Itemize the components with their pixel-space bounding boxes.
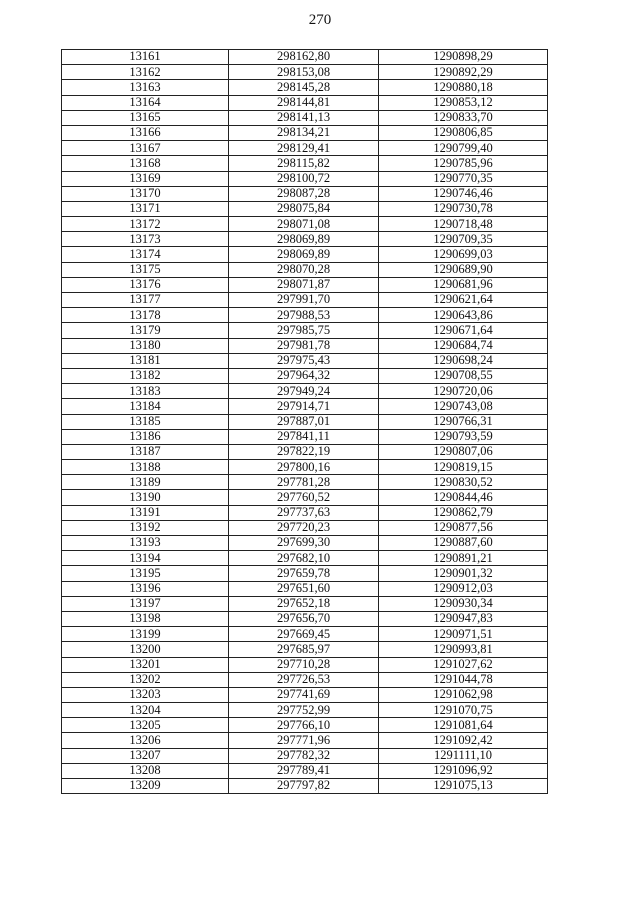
x-coordinate-cell: 297985,75 bbox=[229, 323, 379, 338]
x-coordinate-cell: 297841,11 bbox=[229, 429, 379, 444]
point-number-cell: 13162 bbox=[62, 65, 229, 80]
y-coordinate-cell: 1291070,75 bbox=[379, 703, 548, 718]
table-row bbox=[62, 657, 548, 672]
table-row bbox=[62, 323, 548, 338]
y-coordinate-cell: 1290862,79 bbox=[379, 505, 548, 520]
x-coordinate-cell: 297797,82 bbox=[229, 779, 379, 794]
y-coordinate-cell: 1291044,78 bbox=[379, 672, 548, 687]
table-row bbox=[62, 581, 548, 596]
point-number-cell: 13186 bbox=[62, 429, 229, 444]
table-row bbox=[62, 232, 548, 247]
x-coordinate-cell: 297766,10 bbox=[229, 718, 379, 733]
y-coordinate-cell: 1290891,21 bbox=[379, 551, 548, 566]
table-row bbox=[62, 536, 548, 551]
point-number-cell: 13173 bbox=[62, 232, 229, 247]
point-number-cell: 13185 bbox=[62, 414, 229, 429]
table-row bbox=[62, 763, 548, 778]
x-coordinate-cell: 297800,16 bbox=[229, 460, 379, 475]
x-coordinate-cell: 297741,69 bbox=[229, 687, 379, 702]
point-number-cell: 13199 bbox=[62, 627, 229, 642]
x-coordinate-cell: 298129,41 bbox=[229, 141, 379, 156]
table-row bbox=[62, 247, 548, 262]
x-coordinate-cell: 297685,97 bbox=[229, 642, 379, 657]
table-row bbox=[62, 748, 548, 763]
table-row bbox=[62, 338, 548, 353]
x-coordinate-cell: 297652,18 bbox=[229, 596, 379, 611]
table-row bbox=[62, 551, 548, 566]
x-coordinate-cell: 297659,78 bbox=[229, 566, 379, 581]
table-row bbox=[62, 201, 548, 216]
coordinates-table bbox=[61, 49, 548, 794]
point-number-cell: 13184 bbox=[62, 399, 229, 414]
table-row bbox=[62, 171, 548, 186]
y-coordinate-cell: 1290833,70 bbox=[379, 110, 548, 125]
y-coordinate-cell: 1290785,96 bbox=[379, 156, 548, 171]
y-coordinate-cell: 1291081,64 bbox=[379, 718, 548, 733]
point-number-cell: 13191 bbox=[62, 505, 229, 520]
point-number-cell: 13205 bbox=[62, 718, 229, 733]
table-row bbox=[62, 186, 548, 201]
x-coordinate-cell: 297669,45 bbox=[229, 627, 379, 642]
x-coordinate-cell: 298075,84 bbox=[229, 201, 379, 216]
table-row bbox=[62, 80, 548, 95]
point-number-cell: 13167 bbox=[62, 141, 229, 156]
y-coordinate-cell: 1291096,92 bbox=[379, 763, 548, 778]
point-number-cell: 13208 bbox=[62, 763, 229, 778]
y-coordinate-cell: 1290887,60 bbox=[379, 536, 548, 551]
point-number-cell: 13177 bbox=[62, 293, 229, 308]
table-row bbox=[62, 399, 548, 414]
table-row bbox=[62, 353, 548, 368]
x-coordinate-cell: 297789,41 bbox=[229, 763, 379, 778]
table-row bbox=[62, 384, 548, 399]
table-row bbox=[62, 156, 548, 171]
table-row bbox=[62, 627, 548, 642]
y-coordinate-cell: 1290880,18 bbox=[379, 80, 548, 95]
table-row bbox=[62, 687, 548, 702]
x-coordinate-cell: 298071,87 bbox=[229, 277, 379, 292]
y-coordinate-cell: 1290720,06 bbox=[379, 384, 548, 399]
y-coordinate-cell: 1290793,59 bbox=[379, 429, 548, 444]
table-row bbox=[62, 414, 548, 429]
point-number-cell: 13195 bbox=[62, 566, 229, 581]
point-number-cell: 13201 bbox=[62, 657, 229, 672]
point-number-cell: 13168 bbox=[62, 156, 229, 171]
y-coordinate-cell: 1290877,56 bbox=[379, 520, 548, 535]
y-coordinate-cell: 1290689,90 bbox=[379, 262, 548, 277]
point-number-cell: 13179 bbox=[62, 323, 229, 338]
y-coordinate-cell: 1290709,35 bbox=[379, 232, 548, 247]
y-coordinate-cell: 1290912,03 bbox=[379, 581, 548, 596]
y-coordinate-cell: 1290671,64 bbox=[379, 323, 548, 338]
table-row bbox=[62, 141, 548, 156]
table-row bbox=[62, 596, 548, 611]
point-number-cell: 13175 bbox=[62, 262, 229, 277]
table-row bbox=[62, 50, 548, 65]
x-coordinate-cell: 297964,32 bbox=[229, 368, 379, 383]
y-coordinate-cell: 1290770,35 bbox=[379, 171, 548, 186]
x-coordinate-cell: 298069,89 bbox=[229, 247, 379, 262]
point-number-cell: 13165 bbox=[62, 110, 229, 125]
y-coordinate-cell: 1290684,74 bbox=[379, 338, 548, 353]
y-coordinate-cell: 1290708,55 bbox=[379, 368, 548, 383]
x-coordinate-cell: 297656,70 bbox=[229, 611, 379, 626]
point-number-cell: 13172 bbox=[62, 217, 229, 232]
x-coordinate-cell: 297822,19 bbox=[229, 444, 379, 459]
y-coordinate-cell: 1290830,52 bbox=[379, 475, 548, 490]
table-row bbox=[62, 65, 548, 80]
x-coordinate-cell: 298071,08 bbox=[229, 217, 379, 232]
table-row bbox=[62, 125, 548, 140]
point-number-cell: 13176 bbox=[62, 277, 229, 292]
y-coordinate-cell: 1290819,15 bbox=[379, 460, 548, 475]
x-coordinate-cell: 297760,52 bbox=[229, 490, 379, 505]
x-coordinate-cell: 297737,63 bbox=[229, 505, 379, 520]
x-coordinate-cell: 298144,81 bbox=[229, 95, 379, 110]
table-row bbox=[62, 520, 548, 535]
y-coordinate-cell: 1290993,81 bbox=[379, 642, 548, 657]
point-number-cell: 13193 bbox=[62, 536, 229, 551]
y-coordinate-cell: 1290766,31 bbox=[379, 414, 548, 429]
table-row bbox=[62, 368, 548, 383]
point-number-cell: 13174 bbox=[62, 247, 229, 262]
y-coordinate-cell: 1290947,83 bbox=[379, 611, 548, 626]
table-row bbox=[62, 217, 548, 232]
y-coordinate-cell: 1291027,62 bbox=[379, 657, 548, 672]
point-number-cell: 13202 bbox=[62, 672, 229, 687]
point-number-cell: 13204 bbox=[62, 703, 229, 718]
y-coordinate-cell: 1290806,85 bbox=[379, 125, 548, 140]
point-number-cell: 13163 bbox=[62, 80, 229, 95]
point-number-cell: 13192 bbox=[62, 520, 229, 535]
point-number-cell: 13206 bbox=[62, 733, 229, 748]
table-row bbox=[62, 779, 548, 794]
table-row bbox=[62, 475, 548, 490]
point-number-cell: 13161 bbox=[62, 50, 229, 65]
table-row bbox=[62, 490, 548, 505]
y-coordinate-cell: 1290799,40 bbox=[379, 141, 548, 156]
table-row bbox=[62, 110, 548, 125]
x-coordinate-cell: 297682,10 bbox=[229, 551, 379, 566]
y-coordinate-cell: 1290930,34 bbox=[379, 596, 548, 611]
y-coordinate-cell: 1290743,08 bbox=[379, 399, 548, 414]
table-row bbox=[62, 642, 548, 657]
x-coordinate-cell: 298115,82 bbox=[229, 156, 379, 171]
y-coordinate-cell: 1291075,13 bbox=[379, 779, 548, 794]
x-coordinate-cell: 297771,96 bbox=[229, 733, 379, 748]
table-row bbox=[62, 672, 548, 687]
point-number-cell: 13170 bbox=[62, 186, 229, 201]
x-coordinate-cell: 297887,01 bbox=[229, 414, 379, 429]
x-coordinate-cell: 297988,53 bbox=[229, 308, 379, 323]
point-number-cell: 13189 bbox=[62, 475, 229, 490]
y-coordinate-cell: 1290901,32 bbox=[379, 566, 548, 581]
x-coordinate-cell: 298153,08 bbox=[229, 65, 379, 80]
x-coordinate-cell: 297710,28 bbox=[229, 657, 379, 672]
point-number-cell: 13200 bbox=[62, 642, 229, 657]
table-row bbox=[62, 733, 548, 748]
point-number-cell: 13169 bbox=[62, 171, 229, 186]
table-row bbox=[62, 703, 548, 718]
y-coordinate-cell: 1290853,12 bbox=[379, 95, 548, 110]
table-row bbox=[62, 718, 548, 733]
x-coordinate-cell: 298145,28 bbox=[229, 80, 379, 95]
point-number-cell: 13198 bbox=[62, 611, 229, 626]
point-number-cell: 13197 bbox=[62, 596, 229, 611]
point-number-cell: 13190 bbox=[62, 490, 229, 505]
table-row bbox=[62, 293, 548, 308]
table-row bbox=[62, 460, 548, 475]
y-coordinate-cell: 1291092,42 bbox=[379, 733, 548, 748]
x-coordinate-cell: 297699,30 bbox=[229, 536, 379, 551]
table-row bbox=[62, 308, 548, 323]
table-row bbox=[62, 566, 548, 581]
y-coordinate-cell: 1290718,48 bbox=[379, 217, 548, 232]
point-number-cell: 13178 bbox=[62, 308, 229, 323]
y-coordinate-cell: 1291111,10 bbox=[379, 748, 548, 763]
y-coordinate-cell: 1290807,06 bbox=[379, 444, 548, 459]
y-coordinate-cell: 1290621,64 bbox=[379, 293, 548, 308]
point-number-cell: 13164 bbox=[62, 95, 229, 110]
x-coordinate-cell: 297914,71 bbox=[229, 399, 379, 414]
x-coordinate-cell: 298134,21 bbox=[229, 125, 379, 140]
x-coordinate-cell: 297720,23 bbox=[229, 520, 379, 535]
y-coordinate-cell: 1290681,96 bbox=[379, 277, 548, 292]
x-coordinate-cell: 298141,13 bbox=[229, 110, 379, 125]
y-coordinate-cell: 1290971,51 bbox=[379, 627, 548, 642]
table-row bbox=[62, 277, 548, 292]
point-number-cell: 13209 bbox=[62, 779, 229, 794]
point-number-cell: 13207 bbox=[62, 748, 229, 763]
x-coordinate-cell: 297782,32 bbox=[229, 748, 379, 763]
table-row bbox=[62, 611, 548, 626]
x-coordinate-cell: 297651,60 bbox=[229, 581, 379, 596]
y-coordinate-cell: 1290892,29 bbox=[379, 65, 548, 80]
page-number: 270 bbox=[308, 12, 332, 28]
point-number-cell: 13180 bbox=[62, 338, 229, 353]
point-number-cell: 13203 bbox=[62, 687, 229, 702]
y-coordinate-cell: 1290698,24 bbox=[379, 353, 548, 368]
table-row bbox=[62, 505, 548, 520]
x-coordinate-cell: 297781,28 bbox=[229, 475, 379, 490]
y-coordinate-cell: 1291062,98 bbox=[379, 687, 548, 702]
x-coordinate-cell: 297981,78 bbox=[229, 338, 379, 353]
point-number-cell: 13194 bbox=[62, 551, 229, 566]
table-row bbox=[62, 444, 548, 459]
y-coordinate-cell: 1290643,86 bbox=[379, 308, 548, 323]
x-coordinate-cell: 298069,89 bbox=[229, 232, 379, 247]
x-coordinate-cell: 298162,80 bbox=[229, 50, 379, 65]
point-number-cell: 13181 bbox=[62, 353, 229, 368]
point-number-cell: 13183 bbox=[62, 384, 229, 399]
y-coordinate-cell: 1290730,78 bbox=[379, 201, 548, 216]
point-number-cell: 13196 bbox=[62, 581, 229, 596]
y-coordinate-cell: 1290844,46 bbox=[379, 490, 548, 505]
x-coordinate-cell: 297975,43 bbox=[229, 353, 379, 368]
y-coordinate-cell: 1290746,46 bbox=[379, 186, 548, 201]
point-number-cell: 13171 bbox=[62, 201, 229, 216]
y-coordinate-cell: 1290898,29 bbox=[379, 50, 548, 65]
point-number-cell: 13182 bbox=[62, 368, 229, 383]
x-coordinate-cell: 297752,99 bbox=[229, 703, 379, 718]
x-coordinate-cell: 298087,28 bbox=[229, 186, 379, 201]
coordinates-table-body bbox=[62, 50, 548, 794]
x-coordinate-cell: 297726,53 bbox=[229, 672, 379, 687]
y-coordinate-cell: 1290699,03 bbox=[379, 247, 548, 262]
x-coordinate-cell: 297949,24 bbox=[229, 384, 379, 399]
x-coordinate-cell: 298070,28 bbox=[229, 262, 379, 277]
x-coordinate-cell: 298100,72 bbox=[229, 171, 379, 186]
table-row bbox=[62, 429, 548, 444]
point-number-cell: 13188 bbox=[62, 460, 229, 475]
table-row bbox=[62, 95, 548, 110]
point-number-cell: 13166 bbox=[62, 125, 229, 140]
table-row bbox=[62, 262, 548, 277]
x-coordinate-cell: 297991,70 bbox=[229, 293, 379, 308]
point-number-cell: 13187 bbox=[62, 444, 229, 459]
